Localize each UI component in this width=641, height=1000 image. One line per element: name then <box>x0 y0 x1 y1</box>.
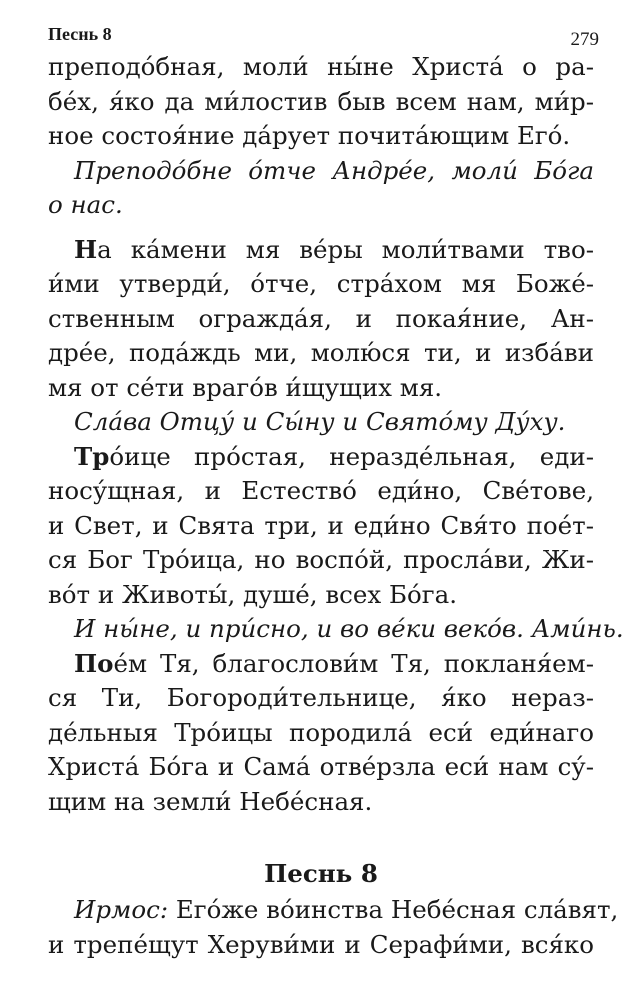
text-line: во́т и Животы́, душе́, всех Бо́га. <box>48 579 457 609</box>
page-body <box>48 50 624 962</box>
drop-initial: Тр <box>74 441 110 471</box>
text-line: ся Бог Тро́ица, но воспо́й, просла́ви, Жи- <box>48 545 594 574</box>
theotokion <box>48 647 594 820</box>
text-line-rest: Его́же во́инства Небе́сная сла́вят, <box>168 895 619 924</box>
ode-heading: Песнь 8 <box>264 859 378 888</box>
irmos-label: Ирмос: <box>74 895 169 924</box>
text-line <box>48 440 594 475</box>
text-line: бе́х, я́ко да ми́лостив быв всем нам, ми́р- <box>48 86 594 116</box>
text-line-rest: а ка́мени мя ве́ры моли́твами тво- <box>97 234 594 264</box>
trinity-troparion <box>48 440 594 613</box>
refrain-line: о нас. <box>48 190 123 219</box>
text-line: и́ми утверди́, о́тче, стра́хом мя Боже́- <box>48 269 594 298</box>
text-line: преподо́бная, моли́ ны́не Христа́ о ра- <box>48 52 594 81</box>
text-line <box>48 647 594 682</box>
running-header <box>48 24 599 50</box>
refrain-line: Преподо́бне о́тче Андре́е, моли́ Бо́га <box>74 155 594 185</box>
refrain-line: Сла́ва Отцу́ и Сы́ну и Свято́му Ду́ху. <box>74 407 566 436</box>
text-line <box>48 233 594 268</box>
continuation-paragraph <box>48 50 594 154</box>
text-line: Христа́ Бо́га и Сама́ отве́рзла еси́ нам су́- <box>48 752 594 781</box>
text-line: де́льныя Тро́ицы породила́ еси́ еди́наго <box>48 717 594 747</box>
text-line <box>48 893 619 928</box>
troparion <box>48 233 594 406</box>
text-line: ное состоя́ние да́рует почита́ющим Его́. <box>48 121 571 150</box>
text-line: дре́е, пода́ждь ми, молю́ся ти, и изба́ви <box>48 338 594 367</box>
text-line: и трепе́щут Херуви́ми и Серафи́ми, вся́ко <box>48 929 594 959</box>
drop-initial: Н <box>74 234 98 264</box>
drop-initial: По <box>74 648 114 678</box>
text-line: щим на земли́ Небе́сная. <box>48 786 373 816</box>
refrain-line: И ны́не, и при́сно, и во ве́ки веко́в. Ами́нь. <box>74 614 624 643</box>
text-line: и Свет, и Свята три, и еди́но Свя́то пое́т- <box>48 510 594 540</box>
text-line: ственным огражда́я, и покая́ние, Ан- <box>48 303 594 333</box>
refrain <box>48 154 594 223</box>
text-line: ся Ти, Богороди́тельнице, я́ко нераз- <box>48 683 594 712</box>
page-number: 279 <box>570 29 599 50</box>
irmos <box>48 893 619 962</box>
text-line: мя от се́ти враго́в и́щущих мя. <box>48 372 443 402</box>
text-line: носу́щная, и Естество́ еди́но, Све́тове, <box>48 476 594 505</box>
text-line-rest: е́м Тя, благослови́м Тя, покланя́ем- <box>113 648 594 678</box>
section-title: Песнь 8 <box>48 24 112 44</box>
text-line-rest: о́ице про́стая, неразде́льная, еди- <box>109 441 594 471</box>
and-now-refrain <box>48 612 624 647</box>
glory-refrain <box>48 405 594 440</box>
